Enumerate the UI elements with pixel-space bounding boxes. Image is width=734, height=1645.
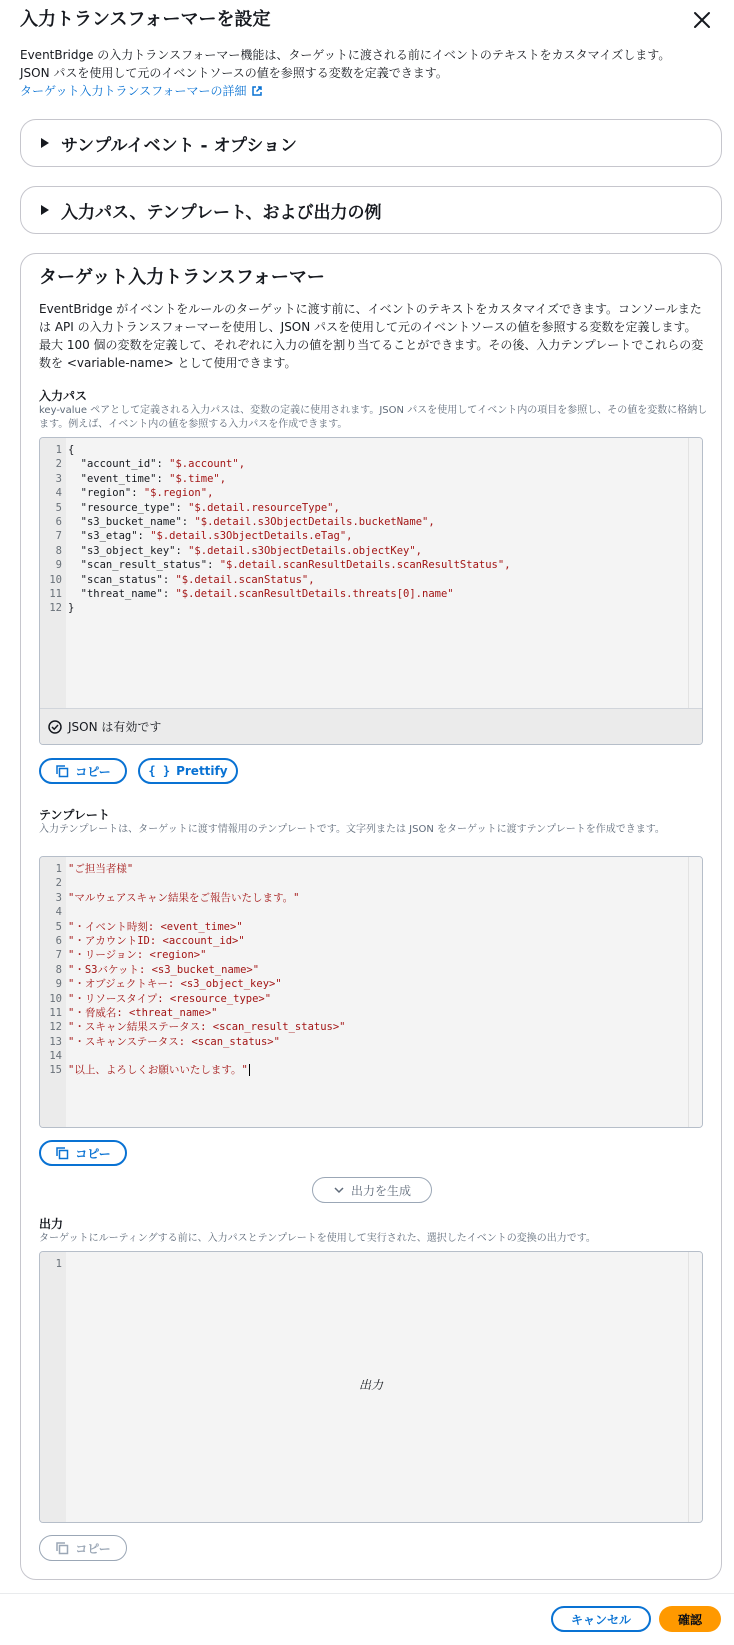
examples-label: 入力パス、テンプレート、および出力の例: [61, 202, 382, 223]
template-string: "・リージョン: <region>": [68, 949, 207, 962]
json-key: "resource_type":: [68, 501, 189, 514]
transformer-docs-link-label: ターゲット入力トランスフォーマーの詳細: [20, 84, 247, 98]
json-key: "event_time":: [68, 472, 170, 485]
transformer-docs-link[interactable]: [20, 82, 263, 100]
json-key: "threat_name":: [68, 587, 176, 600]
code-line[interactable]: [40, 992, 688, 1006]
code-text: [66, 472, 226, 486]
code-text: [66, 587, 454, 601]
line-number: 5: [55, 501, 62, 514]
json-valid-text: JSON は有効です: [68, 720, 162, 734]
code-line[interactable]: [40, 529, 688, 543]
template-string: "・S3バケット: <s3_bucket_name>": [68, 963, 260, 976]
line-number: 10: [49, 573, 62, 586]
template-description: 入力テンプレートは、ターゲットに渡す情報用のテンプレートです。文字列または JSON をターゲットに渡すテンプレートを作成できます。: [39, 824, 665, 835]
line-number: 6: [55, 934, 62, 947]
template-text: [66, 920, 243, 934]
template-text: [66, 891, 299, 905]
panel-description: EventBridge がイベントをルールのターゲットに渡す前に、イベントのテキストをカスタマイズできます。コンソールまたは API の入力トランスフォーマーを使用し、JSON パスを使用して元のイベントソースの値を参照する変数を定義します。最大 100 個の変数を定義して、それぞれに入力の値を割り当てることができます。その後、入力テンプレートでこれらの変数を <variable-name> として使用できます。: [39, 302, 704, 370]
line-number: 9: [55, 978, 62, 991]
output-code: [40, 1257, 688, 1271]
template-text: [66, 934, 245, 948]
examples-expander[interactable]: [20, 186, 722, 234]
line-number: 11: [49, 1006, 62, 1019]
input-path-code[interactable]: [40, 443, 688, 616]
json-value: "$.region",: [143, 487, 214, 500]
caret-right-icon: [41, 138, 49, 148]
template-string: "・アカウントID: <account_id>": [68, 934, 245, 947]
code-line[interactable]: [40, 876, 688, 890]
modal-intro: [20, 46, 720, 100]
template-text: [66, 1020, 346, 1034]
line-number: 15: [49, 1064, 62, 1077]
code-line[interactable]: [40, 472, 688, 486]
line-number: 12: [49, 602, 62, 615]
json-value: "$.account",: [169, 458, 246, 471]
code-text: [66, 515, 435, 529]
template-text: [66, 992, 271, 1006]
code-line[interactable]: [40, 1063, 688, 1077]
braces-icon: { }: [148, 764, 171, 778]
template-text: [66, 948, 206, 962]
intro-line-2: JSON パスを使用して元のイベントソースの値を参照する変数を定義できます。: [20, 66, 448, 80]
line-number: 6: [55, 515, 62, 528]
template-string: "・スキャンステータス: <scan_status>": [68, 1035, 280, 1048]
cancel-button[interactable]: キャンセル: [551, 1606, 651, 1632]
input-path-label: 入力パス: [39, 389, 88, 403]
code-line[interactable]: [40, 558, 688, 572]
copy-label: コピー: [75, 1146, 111, 1161]
json-value: "$.detail.s3ObjectDetails.eTag",: [150, 530, 353, 543]
template-text: [66, 1063, 250, 1077]
template-code[interactable]: [40, 862, 688, 1078]
caret-right-icon: [41, 205, 49, 215]
line-number: 5: [55, 920, 62, 933]
template-string: "マルウェアスキャン結果をご報告いたします。": [68, 891, 300, 904]
line-number: 3: [55, 472, 62, 485]
prettify-button[interactable]: [138, 758, 238, 784]
generate-output-label: 出力を生成: [350, 1183, 411, 1198]
line-number: 1: [55, 863, 62, 875]
code-line[interactable]: [40, 443, 688, 457]
output-placeholder: 出力: [358, 1378, 383, 1392]
output-editor: [39, 1251, 703, 1523]
line-number: 1: [55, 444, 62, 456]
json-value: "$.detail.s3ObjectDetails.bucketName",: [194, 515, 435, 528]
code-line[interactable]: [40, 544, 688, 558]
json-value: "$.detail.scanStatus",: [175, 573, 315, 586]
template-text: [66, 862, 133, 876]
line-number: 9: [55, 559, 62, 572]
code-line[interactable]: [40, 891, 688, 905]
line-number: 8: [55, 544, 62, 557]
template-editor[interactable]: [39, 856, 703, 1128]
confirm-button[interactable]: 確認: [659, 1606, 721, 1632]
input-path-editor[interactable]: [39, 437, 703, 745]
code-text: [66, 486, 213, 500]
code-line[interactable]: [40, 920, 688, 934]
line-number: 7: [55, 949, 62, 962]
line-number: 11: [49, 587, 62, 600]
line-number: 10: [49, 992, 62, 1005]
line-number: 7: [55, 530, 62, 543]
code-line[interactable]: [40, 486, 688, 500]
template-string: "・スキャン結果ステータス: <scan_result_status>": [68, 1021, 346, 1034]
close-button[interactable]: [690, 8, 714, 32]
json-value: "$.time",: [169, 472, 227, 485]
sample-event-expander[interactable]: [20, 119, 722, 167]
template-label: テンプレート: [39, 808, 110, 822]
close-icon: [690, 8, 714, 32]
intro-line-1: EventBridge の入力トランスフォーマー機能は、ターゲットに渡される前にイベントのテキストをカスタマイズします。: [20, 48, 671, 62]
output-label: 出力: [39, 1217, 64, 1231]
code-line[interactable]: [40, 948, 688, 962]
line-number: 2: [55, 877, 62, 890]
modal-header: [20, 6, 714, 38]
template-copy-button[interactable]: [39, 1140, 127, 1166]
line-number: 12: [49, 1021, 62, 1034]
code-line[interactable]: [40, 587, 688, 601]
template-string: "以上、よろしくお願いいたします。": [68, 1064, 248, 1077]
template-text: [66, 876, 68, 890]
json-key: "account_id":: [68, 458, 170, 471]
line-number: 4: [55, 906, 62, 919]
line-number: 3: [55, 891, 62, 904]
code-text: [66, 443, 74, 457]
template-text: [66, 1035, 280, 1049]
generate-output-button[interactable]: [312, 1177, 432, 1203]
text-cursor: [249, 1064, 250, 1076]
json-key: "scan_result_status":: [68, 559, 220, 572]
template-text: [66, 963, 259, 977]
footer-divider: [0, 1593, 734, 1594]
copy-icon: [55, 764, 69, 778]
code-line[interactable]: [40, 977, 688, 991]
code-text: [66, 529, 352, 543]
output-copy-button[interactable]: [39, 1535, 127, 1561]
template-string: "・オブジェクトキー: <s3_object_key>": [68, 978, 282, 991]
copy-label: コピー: [75, 1541, 111, 1556]
json-value: "$.detail.scanResultDetails.scanResultStatus",: [219, 559, 511, 572]
code-line[interactable]: [40, 1020, 688, 1034]
template-text: [66, 977, 282, 991]
line-number: 8: [55, 963, 62, 976]
input-path-copy-button[interactable]: [39, 758, 127, 784]
code-text: [66, 544, 422, 558]
json-key: "s3_etag":: [68, 530, 151, 543]
modal-title: 入力トランスフォーマーを設定: [20, 9, 271, 30]
input-path-description: key-value ペアとして定義される入力パスは、変数の定義に使用されます。JSON パスを使用してイベント内の項目を参照し、その値を変数に格納します。例えば、イベント内の値を参照する入力パスを作成できます。: [39, 405, 708, 430]
template-string: "・脅威名: <threat_name>": [68, 1006, 218, 1019]
template-text: [66, 1049, 68, 1063]
code-line[interactable]: [40, 515, 688, 529]
prettify-label: Prettify: [176, 764, 228, 778]
code-line[interactable]: [40, 905, 688, 919]
code-text: [66, 457, 245, 471]
template-text: [66, 905, 68, 919]
line-number: 14: [49, 1050, 62, 1063]
code-line[interactable]: [40, 862, 688, 876]
code-line[interactable]: [40, 573, 688, 587]
code-line[interactable]: [40, 601, 688, 615]
template-string: "ご担当者様": [68, 863, 134, 875]
external-link-icon: [251, 85, 263, 97]
check-circle-icon: [48, 720, 62, 734]
json-key: "region":: [68, 487, 144, 500]
json-key: {: [68, 444, 75, 456]
copy-label: コピー: [75, 764, 111, 779]
code-text: [66, 558, 511, 572]
code-text: [66, 601, 74, 615]
json-value: "$.detail.resourceType",: [188, 501, 340, 514]
template-string: "・イベント時刻: <event_time>": [68, 920, 243, 933]
code-text: [66, 573, 315, 587]
copy-icon: [55, 1541, 69, 1555]
code-line[interactable]: [40, 963, 688, 977]
output-description: ターゲットにルーティングする前に、入力パスとテンプレートを使用して実行された、選択したイベントの変換の出力です。: [39, 1233, 596, 1244]
code-line[interactable]: [40, 1006, 688, 1020]
code-line[interactable]: [40, 1035, 688, 1049]
code-line[interactable]: [40, 457, 688, 471]
code-line[interactable]: [40, 1049, 688, 1063]
chevron-down-icon: [333, 1184, 345, 1196]
editor-scrollbar[interactable]: [688, 857, 702, 1127]
template-text: [66, 1006, 217, 1020]
sample-event-label: サンプルイベント - オプション: [61, 135, 297, 156]
code-line[interactable]: [40, 501, 688, 515]
json-key: "scan_status":: [68, 573, 176, 586]
json-value: "$.detail.s3ObjectDetails.objectKey",: [188, 544, 423, 557]
code-line[interactable]: [40, 934, 688, 948]
json-key: "s3_bucket_name":: [68, 515, 195, 528]
json-value: "$.detail.scanResultDetails.threats[0].name": [175, 587, 454, 600]
editor-scrollbar[interactable]: [688, 438, 702, 744]
line-number: 2: [55, 458, 62, 471]
json-key: "s3_object_key":: [68, 544, 189, 557]
copy-icon: [55, 1146, 69, 1160]
code-text: [66, 501, 340, 515]
line-number: 13: [49, 1035, 62, 1048]
template-string: "・リソースタイプ: <resource_type>": [68, 992, 272, 1005]
line-number: 1: [55, 1258, 62, 1270]
json-key: }: [68, 602, 75, 615]
json-validation-status: [40, 708, 702, 744]
panel-title: ターゲット入力トランスフォーマー: [39, 267, 325, 288]
target-input-transformer-panel: [20, 253, 722, 1580]
line-number: 4: [55, 487, 62, 500]
